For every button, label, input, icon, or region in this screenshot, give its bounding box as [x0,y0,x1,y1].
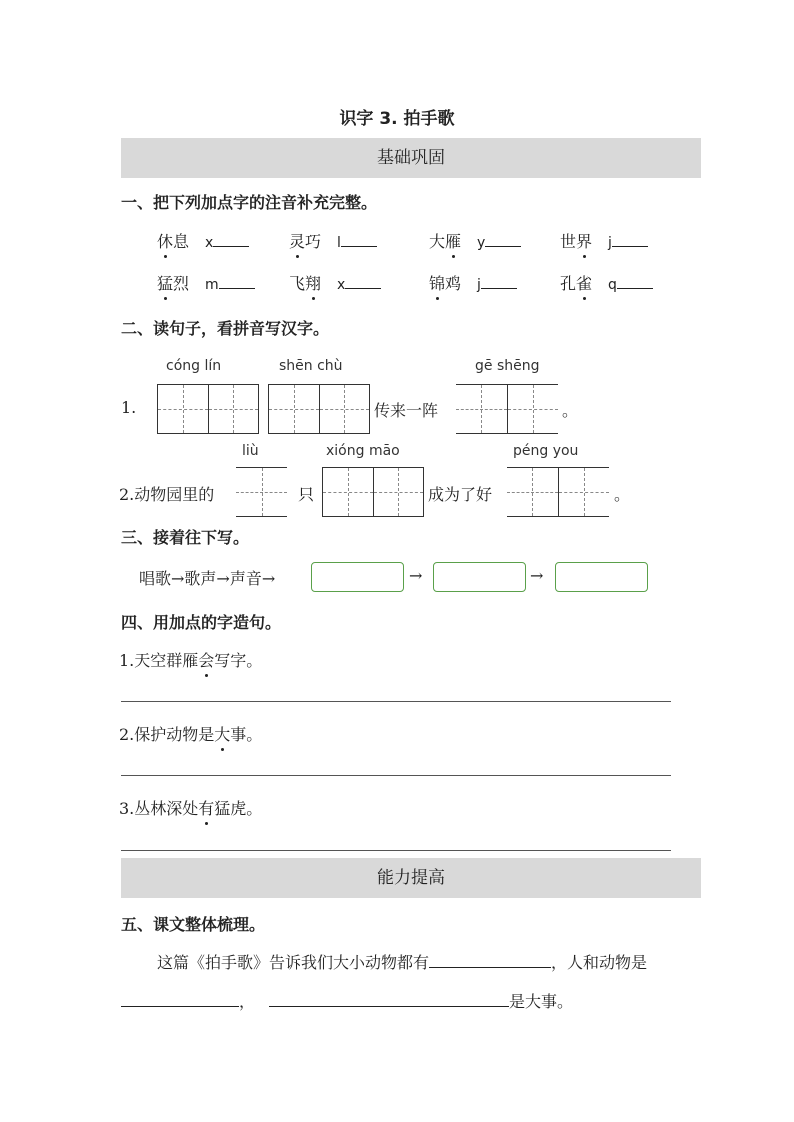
q3-heading: 三、接着往下写。 [121,528,250,547]
q4-sentence-3 [119,796,262,819]
sentence1-number: 1. [121,398,137,417]
word-char: 飞 [289,274,306,293]
chain-arrow-1: → [409,566,423,585]
grid-cell[interactable] [236,468,287,516]
pinyin-item [289,271,381,294]
chain-arrow-2: → [530,566,544,585]
sentence-text: 2.保护动物是 [119,725,215,744]
sentence2-middle: 成为了好 [428,485,493,504]
pinyin-initial: x [205,235,214,251]
grid-cell[interactable] [456,385,507,433]
word-char: 巧 [305,232,322,251]
pinyin-initial: y [477,235,486,251]
sentence-text: 写字。 [214,651,263,670]
pinyin-blank[interactable] [617,274,653,289]
section-band-basic: 基础巩固 [121,138,701,178]
pinyin-initial: x [337,277,346,293]
pinyin-conglin: cóng lín [166,358,222,374]
word-char: 鸡 [445,274,462,293]
pinyin-blank[interactable] [612,232,648,247]
fill-blank-3[interactable] [269,992,509,1007]
word-char: 猛 [157,271,173,294]
word-char: 烈 [173,274,190,293]
q1-heading: 一、把下列加点字的注音补充完整。 [121,193,378,212]
paragraph-text: ， [239,992,256,1011]
dotted-char: 大 [214,722,230,745]
grid-cell[interactable] [558,468,610,516]
fill-blank-2[interactable] [121,992,239,1007]
q4-sentence-1 [119,648,262,671]
pinyin-item [560,229,648,252]
pinyin-item [157,271,255,294]
q2-heading: 二、读句子，看拼音写汉字。 [121,319,330,338]
pinyin-pengyou: péng you [513,443,579,459]
sentence-text: 1.天空群雁 [119,651,199,670]
word-char: 翔 [305,271,321,294]
grid-cell[interactable] [373,468,424,516]
pinyin-shenchu: shēn chù [279,358,343,374]
pinyin-blank[interactable] [481,274,517,289]
pinyin-initial: l [337,235,341,251]
answer-box-2[interactable] [433,562,526,592]
pinyin-initial: j [477,277,481,293]
pinyin-blank[interactable] [485,232,521,247]
write-grid-liu[interactable] [236,467,287,517]
sentence2-zhi: 只 [298,485,315,504]
word-char: 大 [429,232,446,251]
sentence-text: 事。 [230,725,263,744]
q4-heading: 四、用加点的字造句。 [121,613,282,632]
answer-box-3[interactable] [555,562,648,592]
write-grid-xiongmao[interactable] [322,467,424,517]
grid-cell[interactable] [319,385,370,433]
pinyin-blank[interactable] [341,232,377,247]
answer-line-2[interactable] [121,775,671,776]
pinyin-blank[interactable] [213,232,249,247]
grid-cell[interactable] [507,468,558,516]
pinyin-item [560,271,653,294]
chain-start: 唱歌→歌声→声音→ [139,569,276,588]
word-char: 休 [157,229,173,252]
grid-cell[interactable] [323,468,373,516]
pinyin-gesheng: gē shēng [475,358,540,374]
word-char: 雀 [576,271,592,294]
word-char: 灵 [289,229,305,252]
q5-line-2 [121,989,573,1012]
section-band-advanced: 能力提高 [121,858,701,898]
grid-cell[interactable] [158,385,208,433]
pinyin-item [429,271,517,294]
pinyin-initial: j [608,235,612,251]
sentence2-start: 2.动物园里的 [119,485,215,504]
answer-box-1[interactable] [311,562,404,592]
word-char: 雁 [445,229,461,252]
pinyin-blank[interactable] [219,274,255,289]
grid-cell[interactable] [507,385,559,433]
pinyin-item [157,229,249,252]
paragraph-text: 是大事。 [509,992,574,1011]
q5-heading: 五、课文整体梳理。 [121,915,266,934]
sentence2-end: 。 [614,485,631,504]
pinyin-item [429,229,521,252]
sentence-text: 3.丛林深处 [119,799,199,818]
page-title: 识字 3. 拍手歌 [339,109,455,129]
pinyin-blank[interactable] [345,274,381,289]
q4-sentence-2 [119,722,262,745]
grid-cell[interactable] [208,385,259,433]
word-char: 息 [173,232,190,251]
word-char: 锦 [429,271,445,294]
pinyin-initial: m [205,277,219,293]
pinyin-liu: liù [242,443,259,459]
grid-cell[interactable] [269,385,319,433]
word-char: 界 [576,229,592,252]
sentence1-middle: 传来一阵 [374,401,439,420]
dotted-char: 会 [198,648,214,671]
answer-line-3[interactable] [121,850,671,851]
fill-blank-1[interactable] [429,953,551,968]
write-grid-pengyou[interactable] [507,467,609,517]
paragraph-text: ，人和动物是 [551,953,648,972]
write-grid-conglin[interactable] [157,384,259,434]
word-char: 世 [560,232,577,251]
answer-line-1[interactable] [121,701,671,702]
paragraph-text: 这篇《拍手歌》告诉我们大小动物都有 [157,953,430,972]
pinyin-xiongmao: xióng māo [326,443,400,459]
pinyin-initial: q [608,277,617,293]
pinyin-item [289,229,377,252]
write-grid-gesheng[interactable] [456,384,558,434]
sentence1-end: 。 [562,401,579,420]
q5-line-1 [157,950,647,973]
dotted-char: 有 [198,796,214,819]
word-char: 孔 [560,274,577,293]
write-grid-shenchu[interactable] [268,384,370,434]
sentence-text: 猛虎。 [214,799,263,818]
